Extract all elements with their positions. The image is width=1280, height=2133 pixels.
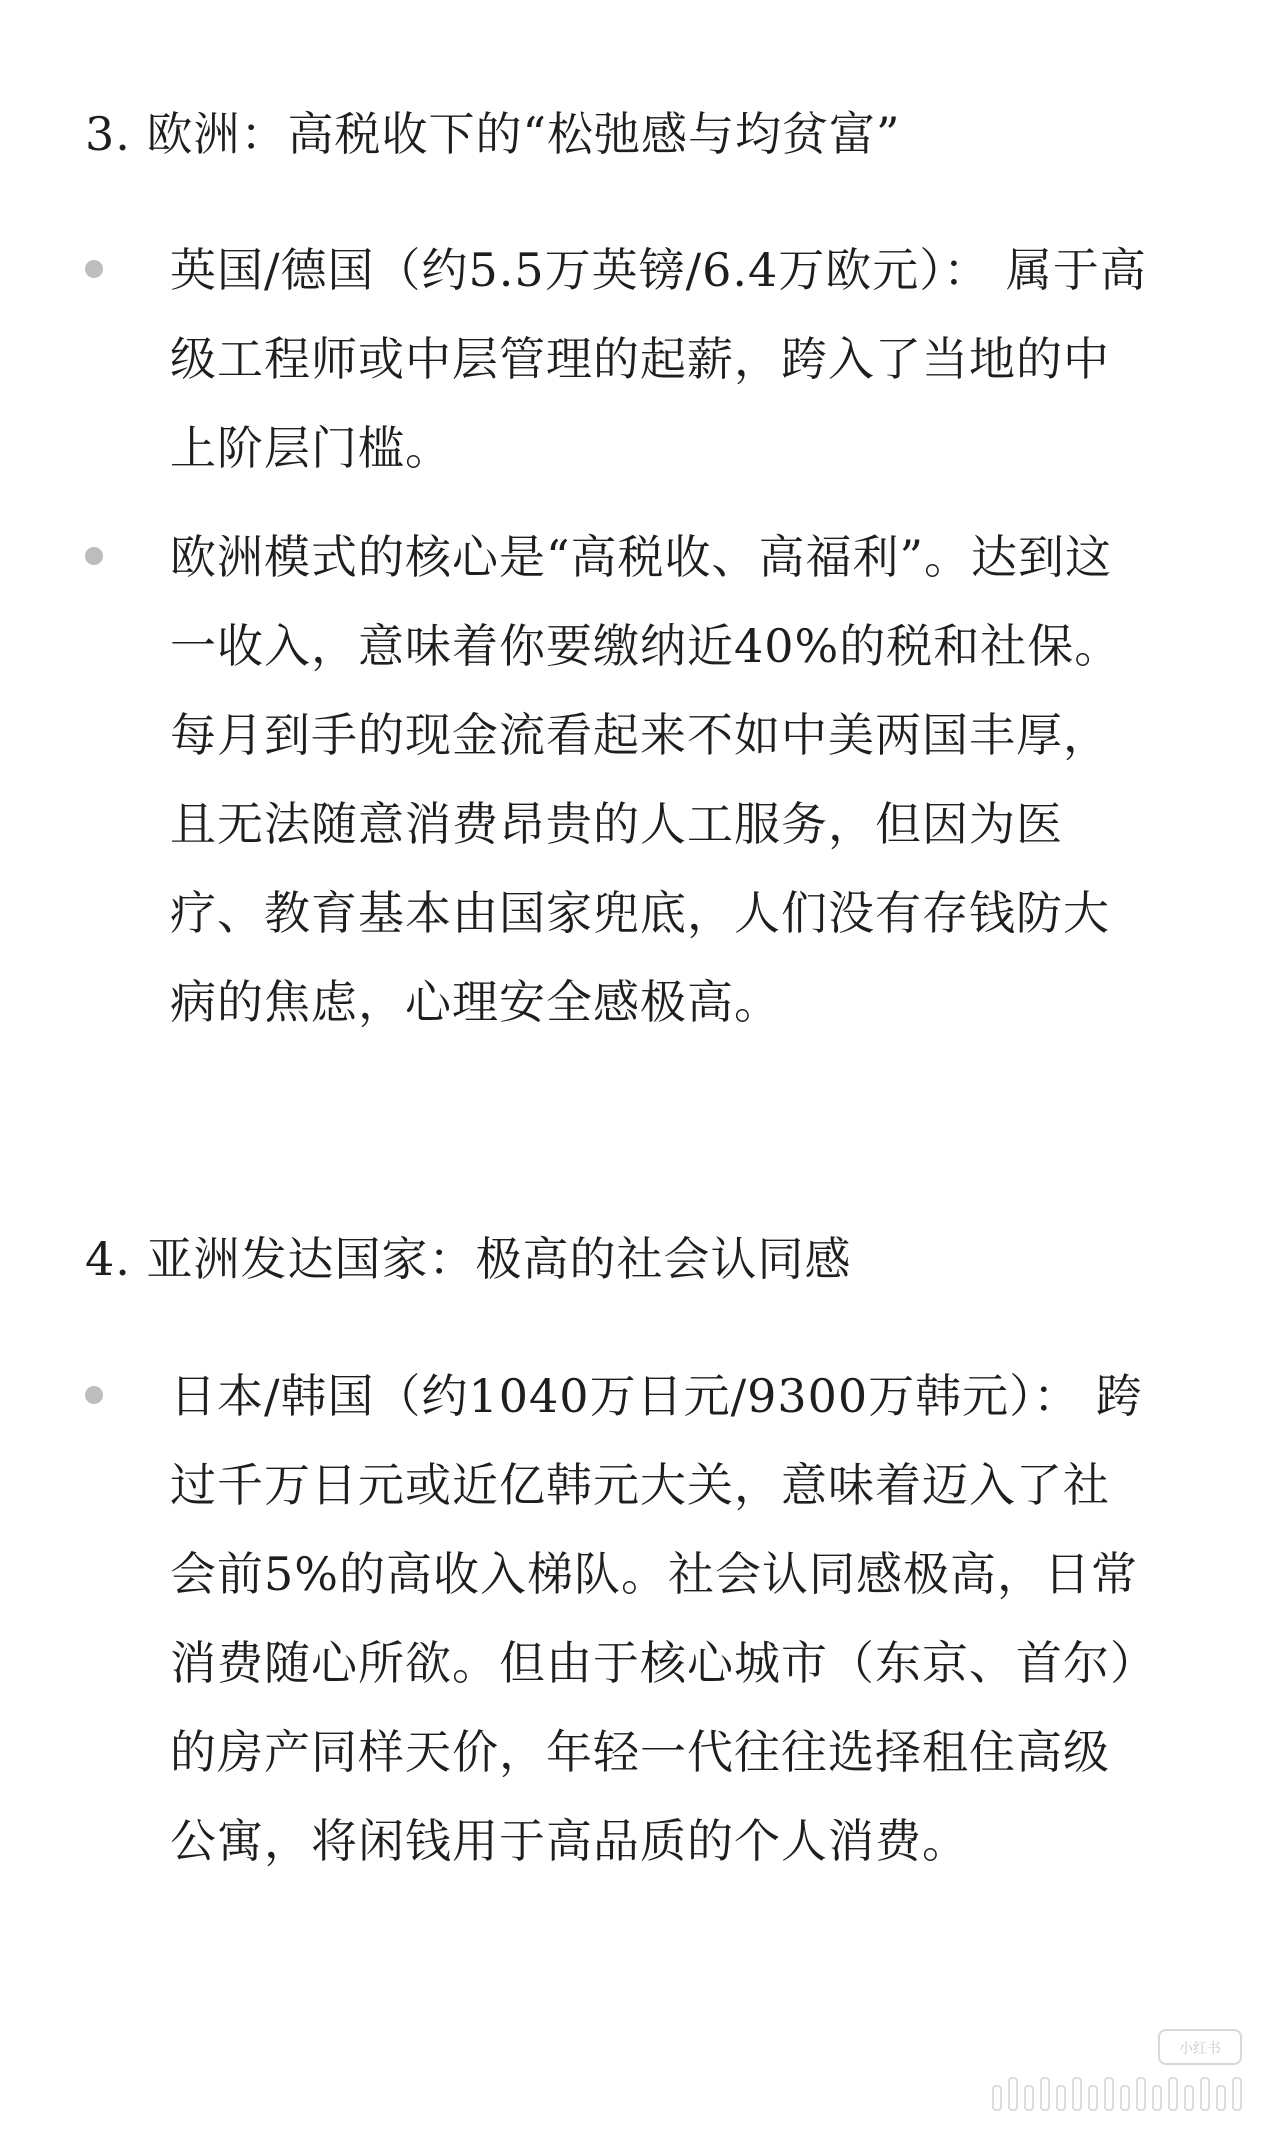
bullet-line: 公寓，将闲钱用于高品质的个人消费。 (170, 1814, 969, 1868)
watermark-logo: 小红书 (1158, 2029, 1242, 2065)
watermark-bar (1056, 2085, 1066, 2111)
bullet-line: 过千万日元或近亿韩元大关，意味着迈入了社 (170, 1458, 1110, 1512)
bullet-line: 疗、教育基本由国家兜底，人们没有存钱防大 (170, 886, 1110, 940)
bullet-line: 日本/韩国（约1040万日元/9300万韩元）： 跨 (170, 1369, 1143, 1423)
watermark-bar (1008, 2077, 1018, 2111)
watermark-bar (1120, 2085, 1130, 2111)
watermark-bar (1184, 2085, 1194, 2111)
watermark-bars-icon (992, 2071, 1242, 2111)
watermark-bar (1104, 2077, 1114, 2111)
list-item (85, 513, 1205, 1053)
watermark (922, 2029, 1242, 2119)
bullet-text (170, 226, 1270, 493)
watermark-bar (1072, 2077, 1082, 2111)
watermark-bar (1152, 2085, 1162, 2111)
bullet-text (170, 513, 1270, 1047)
bullet-line: 英国/德国（约5.5万英镑/6.4万欧元）： 属于高 (170, 243, 1147, 297)
bullet-dot-icon (85, 547, 103, 565)
watermark-bar (1200, 2077, 1210, 2111)
watermark-bar (1024, 2085, 1034, 2111)
watermark-bar (1088, 2085, 1098, 2111)
bullet-line: 一收入，意味着你要缴纳近40%的税和社保。 (170, 619, 1122, 673)
bullet-line: 病的焦虑，心理安全感极高。 (170, 975, 781, 1029)
watermark-bar (1040, 2077, 1050, 2111)
bullet-text (170, 1352, 1270, 1886)
watermark-bar (1168, 2077, 1178, 2111)
watermark-bar (1232, 2077, 1242, 2111)
list-item (85, 226, 1205, 496)
bullet-dot-icon (85, 260, 103, 278)
watermark-bar (1136, 2077, 1146, 2111)
bullet-line: 的房产同样天价，年轻一代往往选择租住高级 (170, 1725, 1110, 1779)
bullet-line: 欧洲模式的核心是“高税收、高福利”。达到这 (170, 530, 1113, 584)
bullet-line: 会前5%的高收入梯队。社会认同感极高，日常 (170, 1547, 1138, 1601)
bullet-dot-icon (85, 1386, 103, 1404)
bullet-line: 消费随心所欲。但由于核心城市（东京、首尔） (170, 1636, 1157, 1690)
bullet-line: 级工程师或中层管理的起薪，跨入了当地的中 (170, 332, 1110, 386)
section-heading-europe: 3. 欧洲：高税收下的“松弛感与均贫富” (85, 107, 901, 161)
bullet-line: 每月到手的现金流看起来不如中美两国丰厚， (170, 708, 1110, 762)
list-item (85, 1352, 1205, 1892)
bullet-line: 且无法随意消费昂贵的人工服务，但因为医 (170, 797, 1063, 851)
watermark-bar (1216, 2085, 1226, 2111)
bullet-line: 上阶层门槛。 (170, 421, 452, 475)
section-heading-asia: 4. 亚洲发达国家：极高的社会认同感 (85, 1232, 852, 1286)
watermark-bar (992, 2085, 1002, 2111)
